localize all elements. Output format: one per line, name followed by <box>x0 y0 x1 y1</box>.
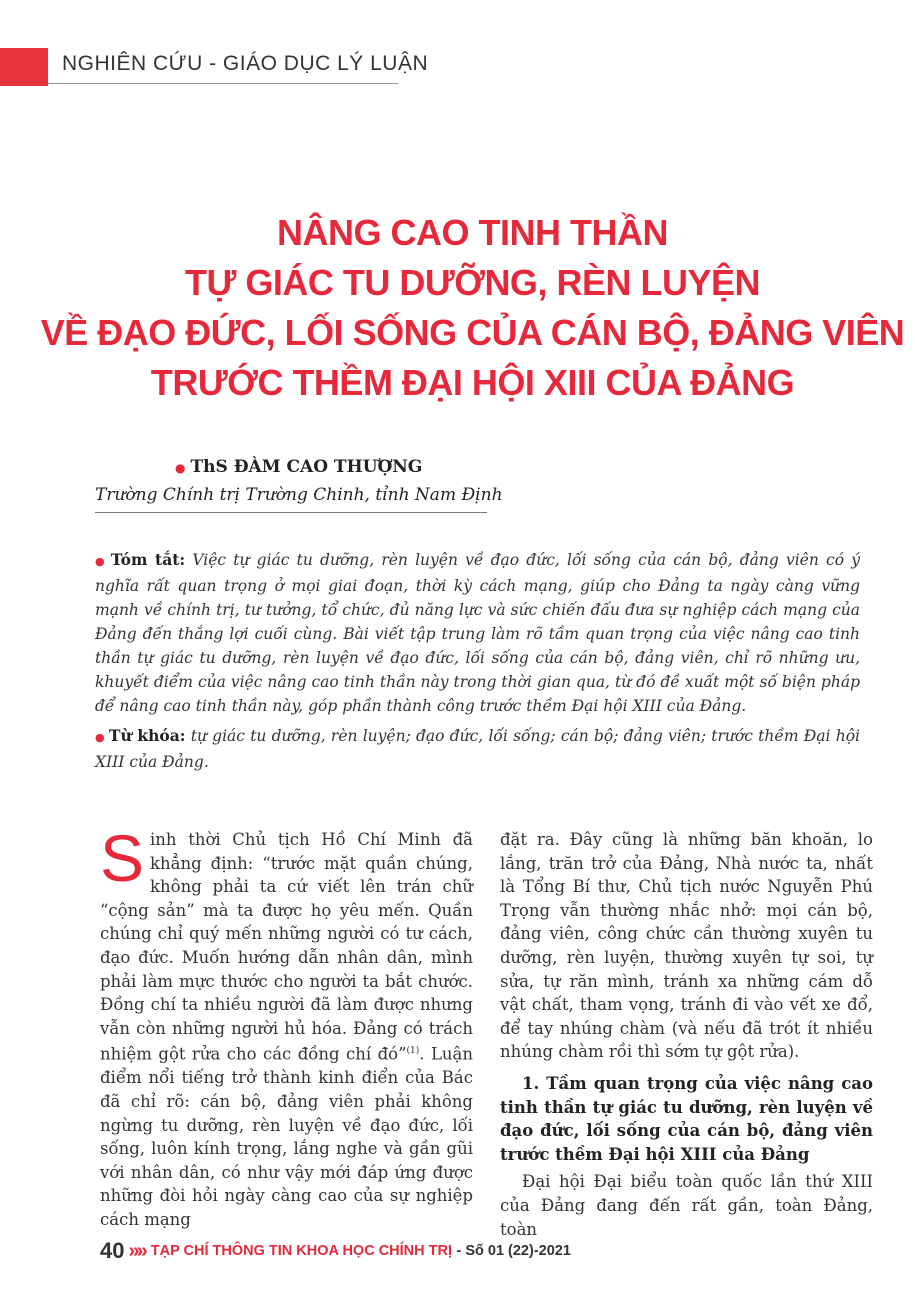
footnote-ref: (1) <box>406 1046 420 1057</box>
keywords-text: tự giác tu dưỡng, rèn luyện; đạo đức, lối sống; cán bộ; đảng viên; trước thềm Đại hội XIII của Đảng. <box>95 727 861 771</box>
abstract-bullet-icon: ● <box>95 555 107 568</box>
journal-name: TẠP CHÍ THÔNG TIN KHOA HỌC CHÍNH TRỊ <box>150 1243 453 1259</box>
page-number: 40 <box>100 1238 125 1263</box>
section-underline <box>48 83 398 84</box>
drop-cap: S <box>100 821 145 895</box>
chevron-right-icon: »» <box>128 1239 145 1262</box>
abstract-paragraph <box>95 548 860 718</box>
title-line-4: TRƯỚC THỀM ĐẠI HỘI XIII CỦA ĐẢNG <box>150 362 795 403</box>
body-paragraph-3: Đại hội Đại biểu toàn quốc lần thứ XIII của Đảng đang đến rất gần, toàn Đảng, toàn <box>500 1172 873 1239</box>
keywords-paragraph <box>95 724 860 774</box>
body-column-left <box>100 821 473 1232</box>
title-line-1: NÂNG CAO TINH THẦN <box>277 212 668 253</box>
body-paragraph-2: đặt ra. Đây cũng là những băn khoăn, lo lắng, trăn trở của Đảng, Nhà nước ta, nhất là Tổng Bí thư, Chủ tịch nước Nguyễn Phú Trọng vẫn thường nhắc nhở: mọi cán bộ, đảng viên, công chức cần thường xuyên tu dưỡng, rèn luyện, thường xuyên tự soi, tự sửa, tự răn mình, tránh xa những cám dỗ vật chất, tham vọng, tránh đi vào vết xe đổ, để tay nhúng chàm (và nếu đã trót ít nhiều nhúng chàm rồi thì sớm tự gột rửa). <box>500 830 873 1062</box>
keywords-label: Từ khóa: <box>108 726 186 745</box>
title-line-2: TỰ GIÁC TU DƯỠNG, RÈN LUYỆN <box>185 262 760 303</box>
abstract-block <box>95 548 860 780</box>
body-paragraph-1-text: inh thời Chủ tịch Hồ Chí Minh đã khẳng định: “trước mặt quần chúng, không phải ta cứ viết lên trán chữ “cộng sản” mà ta được họ yêu mến. Quần chúng chỉ quý mến những người có tư cách, đạo đức. Muốn hướng dẫn nhân dân, mình phải làm mực thước cho người ta bắt chước. Đồng chí ta nhiều người đã làm được nhưng vẫn còn những người hủ hóa. Đảng có trách nhiệm gột rửa cho các đồng chí đó” <box>100 830 473 1064</box>
body-paragraph-1-cont: . Luận điểm nổi tiếng trở thành kinh điển của Bác đã chỉ rõ: cán bộ, đảng viên phải không ngừng tu dưỡng, rèn luyện về đạo đức, lối sống, luôn kính trọng, lắng nghe và gần gũi với nhân dân, có như vậy mới đáp ứng được những đòi hỏi ngày càng cao của sự nghiệp cách mạng <box>100 1044 473 1229</box>
article-title <box>40 208 905 408</box>
keywords-bullet-icon: ● <box>95 731 105 744</box>
section-label: NGHIÊN CỨU - GIÁO DỤC LÝ LUẬN <box>62 52 429 75</box>
issue-number: - Số 01 (22)-2021 <box>456 1243 571 1259</box>
abstract-text: Việc tự giác tu dưỡng, rèn luyện về đạo đức, lối sống của cán bộ, đảng viên có ý nghĩa rất quan trọng ở mọi giai đoạn, thời kỳ cách mạng, giúp cho Đảng ta ngày càng vững mạnh về chính trị, tư tưởng, tổ chức, đủ năng lực và sức chiến đấu đưa sự nghiệp cách mạng của Đảng đến thắng lợi cuối cùng. Bài viết tập trung làm rõ tầm quan trọng của việc nâng cao tinh thần tự giác tu dưỡng, rèn luyện về đạo đức, lối sống của cán bộ, đảng viên, chỉ rõ những ưu, khuyết điểm của việc nâng cao tinh thần này trong thời gian qua, từ đó đề xuất một số biện pháp để nâng cao tinh thần này, góp phần thành công trước thềm Đại hội XIII của Đảng. <box>95 551 860 715</box>
affiliation-underline <box>95 512 487 513</box>
body-paragraph-1 <box>100 821 473 1232</box>
section-color-bar <box>0 48 48 86</box>
body-column-right <box>500 828 873 1241</box>
section-heading-1: 1. Tầm quan trọng của việc nâng cao tinh thần tự giác tu dưỡng, rèn luyện về đạo đức, lối sống của cán bộ, đảng viên trước thềm Đại hội XIII của Đảng <box>500 1073 873 1164</box>
title-line-3: VỀ ĐẠO ĐỨC, LỐI SỐNG CỦA CÁN BỘ, ĐẢNG VIÊN <box>40 312 905 353</box>
author-affiliation: Trường Chính trị Trường Chinh, tỉnh Nam Định <box>95 485 503 505</box>
author-line <box>175 457 422 477</box>
author-bullet-icon: ● <box>175 461 186 475</box>
page-footer <box>100 1238 571 1264</box>
abstract-label: Tóm tắt: <box>110 550 186 569</box>
author-name: ThS ĐÀM CAO THƯỢNG <box>190 457 423 477</box>
